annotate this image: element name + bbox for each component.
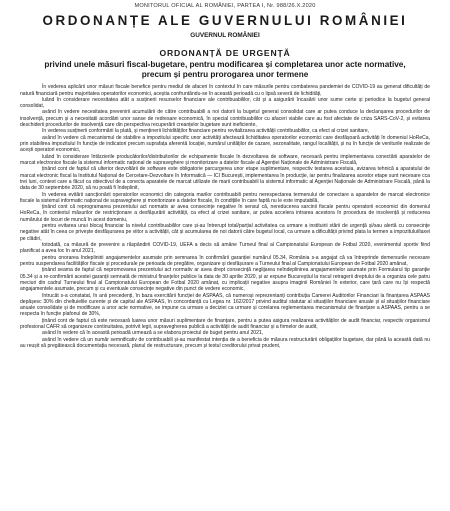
preamble-paragraph: întrucât s-a constatat, în anii precedenți, în baza exercitării funcției de ASPAAS, că numeroși reprezentanți contribuția Camerei Auditorilor Financiari la finanțarea ASPAAS depășesc 30% din cheltuielile curente și de capital ale ASPAAS, în concordanță cu Legea nr. 162/2017 privind auditul statutar al situațiilor financiare anuale și al situațiilor financiare anuale consolidate și de modificare a unor acte normative, se impune ca urmare a deciziei ca urmare și corelarea reglementarea mecanismului de finanțare a ASPAAS, pentru a se respecta în funcție plafonul de 30%,	[20, 292, 430, 318]
preamble-paragraph: pentru onorarea îndeplinirii angajamentelor asumate prin semnarea în confirmării garanției numărul 05.34, România s-a angajat că va întreprinde demersurile necesare pentru suspendarea facilităților fiscale și procedurale pe perioada de pregătire, organizare și desfășurare a Turneului final al Campionatului European de Fotbal 2020 amânat,	[20, 254, 430, 267]
preamble-paragraph: ținând cont că reprogramarea prezentului act normativ ar avea consecințe negative în sensul că, nereducerea sarcinii fiscale pentru operatorii economici din domeniul HoReCa, în contextul măsurilor de restricționare a desfășurării activității, ca efect al crizei sanitare, ar putea accelera intrarea acestora în procedura de insolvență și reducerea numărului de locuri de muncă în acest domeniu,	[20, 204, 430, 223]
preamble-paragraph: ținând cont de faptul că este necesară luarea unor măsuri suplimentare de finanțare, pentru a putea asigura realizarea activităților de audit financiar, respectiv organismul profesional CAFR să organizeze continuitatea, potrivit legii, supravegherea publică a activității de audit financiar și a firmelor de audit,	[20, 317, 430, 331]
preamble-paragraph: având în vedere că un număr semnificativ de contribuabili și-au manifestat intenția de a beneficia de măsura restructurării obligațiilor bugetare, dar până la această dată nu au reușit să pregătească documentația necesară, planul de restructurare, precum și testul creditorului privat prudent,	[20, 336, 430, 349]
preamble-paragraph: în vederea susținerii conformării la plată, și menținerii lichidităților financiare pentru revitalizarea activității contribuabililor, ca efect al crizei sanitare,	[42, 128, 370, 135]
preamble-paragraph: în vederea evitării sancționării operatorilor economici din categoria marilor contribuabili pentru nerespectarea termenului de conectare a aparatelor de marcat electronice fiscale la sistemul informatic național de supraveghere și monitorizare a datelor fiscale, în condițiile în care faptă nu le este imputabilă,	[20, 191, 430, 204]
preamble-paragraph: având în vedere că în această perioadă urmează a se elabora proiectul de buget pentru anul 2021,	[42, 330, 264, 337]
ordinance-subject-line: precum și pentru prorogarea unor termene	[141, 69, 309, 79]
preamble-paragraph: având în vedere că mecanismul de stabilire a impozitului specific unor activități afectează lichiditatea operatorilor economici care desfășoară activități în domeniul HoReCa, prin stabilirea impozitului în funcție de indicatori precum suprafața aferentă locației, numărul unităților de cazare, sezonalitate, rangul localității, și nu în funcție de veniturile realizate de acești operatori economici,	[20, 134, 430, 154]
preamble-paragraph: ținând cont de faptul că ulterior dezvoltării de software este obligatorie parcurgerea unor etape suplimentare, respectiv testarea acestuia, avizarea tehnică a aparatului de marcat electronic fiscal la Institutul Național de Cercetare-Dezvoltare în Informatică — ICI București, implementarea în producție, iar pentru finalizarea acestor etape sunt necesare cca trei luni, context care a făcut ca obiectivul de a conecta aparatele de marcat utilizate de marii contribuabili la sistemul informatic al Agenției Naționale de Administrare Fiscală, până la data de 30 septembrie 2020, să nu poată fi îndeplinit,	[20, 166, 430, 192]
preamble-paragraph: totodată, ca măsură de prevenire a răspândirii COVID-19, UEFA a decis să amâne Turneul final al Campionatului European de Fotbal 2020, evenimentul sportiv fiind planificat a avea loc în anul 2021,	[20, 242, 430, 255]
preamble-paragraph: ținând seama de faptul că nepromovarea prezentului act normativ ar avea drept consecință neglijarea neîndeplinirea angajamentelor asumate prin Formularul tip garanție 05.34 și a re-confirmării acestei garanții semnată de ministrul finanțelor publice la data de 30 aprilie 2020, și ar expune Bucureștiul la riscul retragerii dreptului de a organiza cele patru meciuri din cadrul Turneului final al Campionatului European de Fotbal 2020 amânat, cu implicații negative asupra imaginii României în exterior, care țară care nu își respectă angajamentele asumate, precum și cu eventuale consecințe negative din punct de vedere economic,	[20, 267, 430, 293]
preamble-paragraph: În vederea aplicării unor măsuri fiscale benefice pentru mediul de afaceri în contextul în care măsurile pentru combaterea pandemiei de COVID-19 au generat dificultăți de natură financiară pentru majoritatea operatorilor economici, aceștia confruntându-se în această perioadă cu o lipsă severă de lichidități,	[20, 84, 430, 97]
preamble-paragraph: luând în considerare întârzierile producătorilor/distribuitorilor de echipamente fiscale în dezvoltarea de software, necesară pentru implementarea conectării aparatelor de marcat electronice fiscale la sistemul informatic național de supraveghere și monitorizare a datelor fiscale al Agenției Naționale de Administrare Fiscală,	[20, 153, 430, 166]
gazette-section-title: ORDONANȚE ALE GUVERNULUI ROMÂNIEI	[42, 13, 408, 28]
running-header: MONITORUL OFICIAL AL ROMÂNIEI, PARTEA I, Nr. 988/26.X.2020	[134, 3, 316, 9]
ordinance-title: ORDONANȚĂ DE URGENȚĂ	[159, 48, 291, 58]
ordinance-subject-line: privind unele măsuri fiscal-bugetare, pentru modificarea și completarea unor acte normative,	[44, 60, 406, 69]
preamble-paragraph: pentru evitarea unui blocaj financiar la nivelul contribuabililor care și-au întrerupt total/parțial activitatea ca urmare a instituirii stării de urgență și/sau alertă cu consecințe negative atât în ceea ce privește desfășurarea pe viitor a activității, cât și acumularea de noi datorii către bugetul local, ca urmare a dificultății privind plata la termen a impozitului/taxei pe clădiri,	[20, 223, 430, 242]
issuer-name: GUVERNUL ROMÂNIEI	[190, 32, 260, 39]
ordinance-preamble	[20, 84, 430, 349]
preamble-paragraph: având în vedere necesitatea prevenirii acumulării de către contribuabili a noi datorii la bugetul general consolidat care ar putea conduce la declanșarea procedurilor de insolvență, precum și a necesitatii acordării unor sanse de redresare economică, în special contribuabililor cu afaceri viabile care au fost afectate de criza SARS-CoV-2, și evitarea deschiderii procedurilor de insolvență care din perspectiva recuperării creanțelor bugetare sunt ineficiente,	[20, 109, 430, 129]
ordinance-subject	[20, 60, 430, 79]
preamble-paragraph: luând în considerare necesitatea atât a susținerii resurselor financiare ale contribuabililor, cât și a asigurării încasării unor sume certe și periodice la bugetul general consolidat,	[20, 96, 430, 110]
